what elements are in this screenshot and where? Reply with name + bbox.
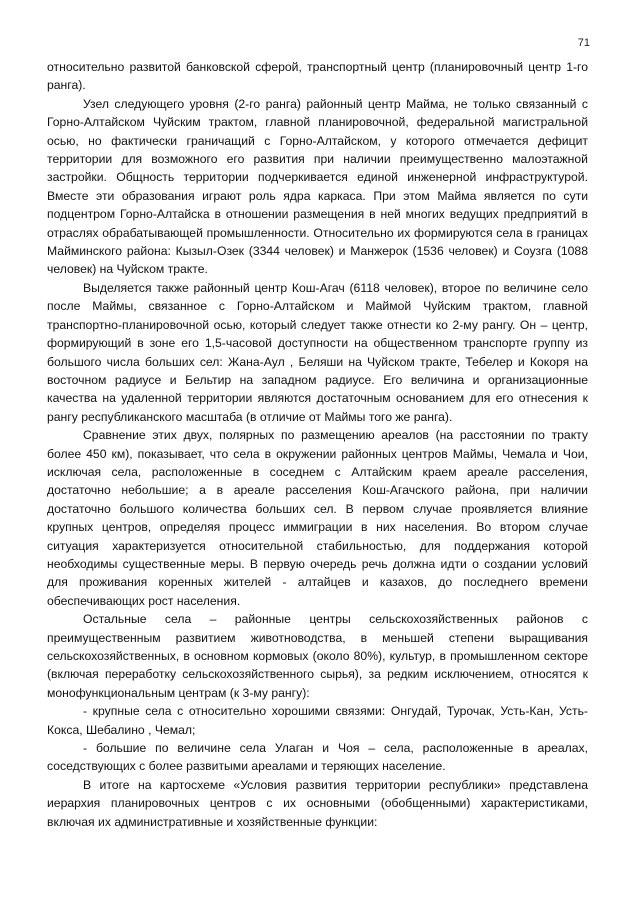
paragraph-kosh-agach: Выделяется также районный центр Кош-Агач (6118 человек), второе по величине село после Маймы, связанное с Горно-Алтайском и Маймой Чуйским трактом, главной транспортно-планировочной осью, который следует также отнести ко 2-му рангу. Он – центр, формирующий в зоне его 1,5-часовой доступности на общественном транспорте группу из большого числа больших сел: Жана-Аул , Беляши на Чуйском тракте, Тебелер и Кокоря на восточном радиусе и Бельтир на западном радиусе. Его величина и организационные качества на удаленной территории являются достаточным основанием для его отнесения к рангу республиканского масштаба (в отличие от Маймы того же ранга). bbox=[47, 280, 588, 424]
paragraph-mayma: Узел следующего уровня (2-го ранга) районный центр Майма, не только связанный с Горно-Алтайском Чуйским трактом, главной планировочной, федеральной магистральной осью, но фактически граничащий с Горно-Алтайском, у которого отмечается дефицит территории для возможного его развития при наличии преимущественно малоэтажной застройки. Общность территории подчеркивается единой инженерной инфраструктурой. Вместе эти образования играют роль ядра каркаса. При этом Майма является по сути подцентром Горно-Алтайска в отношении размещения в ней многих ведущих предприятий в отраслях обрабатывающей промышленности. Относительно их формируются села в границах Майминского района: Кызыл-Озек (3344 человек) и Манжерок (1536 человек) и Соузга (1088 человек) на Чуйском тракте. bbox=[47, 96, 588, 277]
paragraph-comparison: Сравнение этих двух, полярных по размещению ареалов (на расстоянии по тракту более 450 км), показывает, что села в окружении районных центров Маймы, Чемала и Чои, исключая села, расположенные в соседнем с Алтайским краем ареале расселения, достаточно небольшие; а в ареале расселения Кош-Агачского района, при наличии достаточно большого количества больших сел. В первом случае проявляется влияние крупных центров, определяя процесс иммиграции в них населения. Во втором случае ситуация характеризуется относительной стабильностью, для поддержания которой необходимы существенные меры. В первую очередь речь должна идти о создании условий для проживания коренных жителей - алтайцев и казахов, до последнего времени обеспечивающих рост населения. bbox=[47, 428, 588, 608]
paragraph-continuation: относительно развитой банковской сферой, транспортный центр (планировочный центр 1-го ранга). bbox=[47, 60, 588, 93]
paragraph-other-villages: Остальные села – районные центры сельскохозяйственных районов с преимущественным развитием животноводства, в меньшей степени выращивания сельскохозяйственных, в основном кормовых (около 80%), культур, в промышленном секторе (включая переработку сельскохозяйственного сырья), за редким исключением, относятся к монофункциональным центрам (к 3-му рангу): bbox=[47, 612, 588, 700]
body-text bbox=[47, 58, 588, 831]
list-item-big-villages: - большие по величине села Улаган и Чоя – села, расположенные в ареалах, соседствующих с более развитыми ареалами и теряющих население. bbox=[47, 741, 588, 774]
page-number: 71 bbox=[577, 37, 590, 49]
paragraph-conclusion: В итоге на картосхеме «Условия развития территории республики» представлена иерархия планировочных центров с их основными (обобщенными) характеристиками, включая их административные и хозяйственные функции: bbox=[47, 777, 588, 829]
list-item-large-villages: - крупные села с относительно хорошими связями: Онгудай, Турочак, Усть-Кан, Усть-Кокса, Шебалино , Чемал; bbox=[47, 704, 588, 737]
